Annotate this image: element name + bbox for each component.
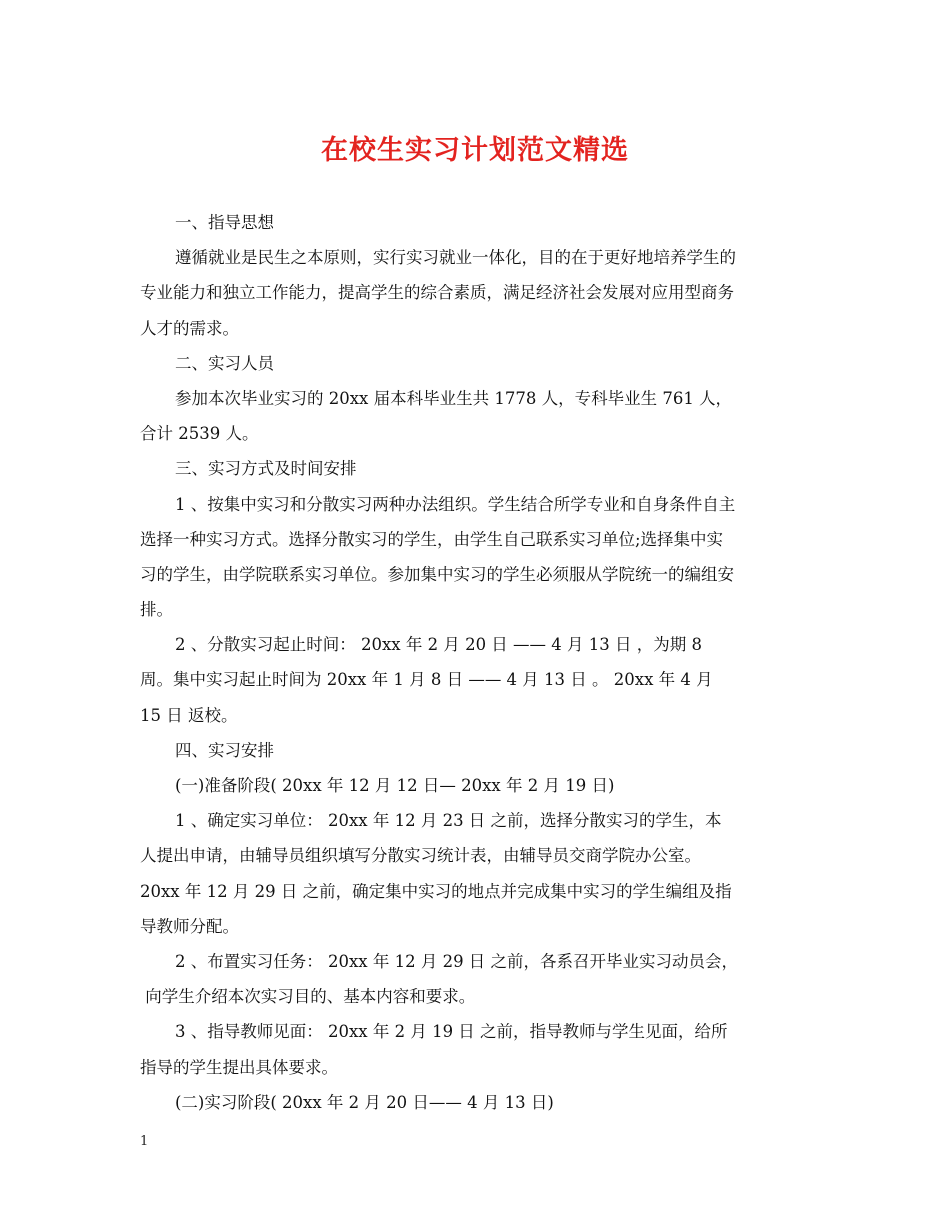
paragraph-line: 人才的需求。: [140, 318, 239, 338]
document-title: 在校生实习计划范文精选: [321, 135, 629, 166]
subsection-heading: (二)实习阶段( 20xx 年 2 月 20 日—— 4 月 13 日): [175, 1092, 554, 1112]
paragraph-line: 习的学生，由学院联系实习单位。参加集中实习的学生必须服从学院统一的编组安: [140, 564, 734, 584]
paragraph-line: 3 、指导教师见面： 20xx 年 2 月 19 日 之前，指导教师与学生见面，给所: [175, 1022, 728, 1042]
paragraph-line: 专业能力和独立工作能力，提高学生的综合素质，满足经济社会发展对应用型商务: [140, 283, 734, 303]
subsection-heading: (一)准备阶段( 20xx 年 12 月 12 日— 20xx 年 2 月 19 日): [175, 776, 615, 795]
paragraph-line: 人提出申请，由辅导员组织填写分散实习统计表，由辅导员交商学院办公室。: [140, 846, 701, 866]
paragraph-line: 1 、按集中实习和分散实习两种办法组织。学生结合所学专业和自身条件自主: [175, 494, 736, 514]
section-heading: 三、实习方式及时间安排: [175, 459, 357, 479]
paragraph-line: 参加本次毕业实习的 20xx 届本科毕业生共 1778 人，专科毕业生 761 人，: [175, 388, 733, 408]
paragraph-line: 合计 2539 人。: [140, 424, 259, 444]
paragraph-line: 2 、布置实习任务： 20xx 年 12 月 29 日 之前，各系召开毕业实习动员会，: [175, 951, 739, 971]
paragraph-line: 2 、分散实习起止时间： 20xx 年 2 月 20 日 —— 4 月 13 日 ，为期 8: [175, 635, 703, 655]
page-number: 1: [140, 1134, 149, 1149]
paragraph-line: 1 、确定实习单位： 20xx 年 12 月 23 日 之前，选择分散实习的学生，本: [175, 811, 722, 831]
paragraph-line: 导教师分配。: [140, 916, 239, 936]
section-heading: 一、指导思想: [175, 213, 274, 232]
section-heading: 四、实习安排: [175, 740, 274, 760]
document-body: [140, 205, 820, 1120]
paragraph-line: 向学生介绍本次实习目的、基本内容和要求。: [140, 987, 476, 1007]
paragraph-line: 20xx 年 12 月 29 日 之前，确定集中实习的地点并完成集中实习的学生编组及指: [140, 881, 732, 901]
paragraph-line: 指导的学生提出具体要求。: [140, 1057, 338, 1077]
paragraph-line: 15 日 返校。: [140, 705, 238, 725]
paragraph-line: 周。集中实习起止时间为 20xx 年 1 月 8 日 —— 4 月 13 日 。 20xx 年 4 月: [140, 670, 713, 690]
section-heading: 二、实习人员: [175, 353, 274, 373]
paragraph-line: 选择一种实习方式。选择分散实习的学生，由学生自己联系实习单位;选择集中实: [140, 529, 724, 549]
paragraph-line: 排。: [140, 600, 173, 620]
paragraph-line: 遵循就业是民生之本原则，实行实习就业一体化，目的在于更好地培养学生的: [175, 248, 736, 268]
